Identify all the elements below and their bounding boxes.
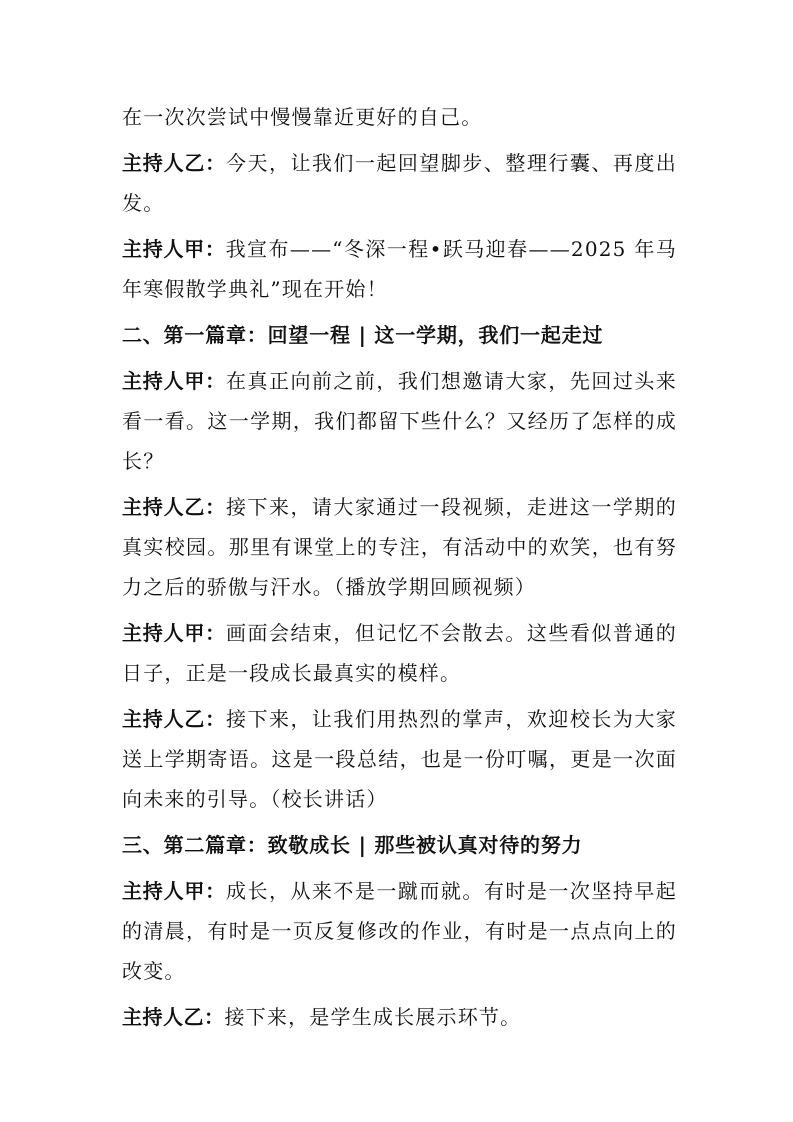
speaker-label: 主持人乙： [122, 707, 226, 731]
paragraph-text: 成长，从来不是一蹴而就。有时是一次坚持早起的清晨，有时是一页反复修改的作业，有时是一点点向上的改变。 [122, 879, 678, 983]
speaker-label: 主持人乙： [122, 495, 226, 519]
paragraph-text: 接下来，请大家通过一段视频，走进这一学期的真实校园。那里有课堂上的专注，有活动中的欢笑，也有努力之后的骄傲与汗水。（播放学期回顾视频） [122, 495, 678, 599]
paragraph-host-a-dialogue [122, 361, 677, 481]
paragraph-host-b-dialogue [122, 699, 677, 819]
speaker-label: 主持人甲： [122, 879, 226, 903]
speaker-label: 主持人甲： [122, 621, 226, 645]
speaker-label: 主持人甲： [122, 237, 226, 261]
document-body [122, 97, 677, 1043]
section-heading: 二、第一篇章：回望一程 | 这一学期，我们一起走过 [122, 323, 604, 347]
paragraph-host-a-dialogue [122, 613, 677, 693]
paragraph-host-b-dialogue [122, 487, 677, 607]
paragraph-text: 我宣布——“冬深一程•跃马迎春——2025 年马年寒假散学典礼”现在开始！ [122, 237, 678, 301]
speaker-label: 主持人乙： [122, 1005, 225, 1029]
paragraph-text: 今天，让我们一起回望脚步、整理行囊、再度出发。 [122, 151, 678, 215]
speaker-label: 主持人甲： [122, 369, 226, 393]
paragraph-text: 在一次次尝试中慢慢靠近更好的自己。 [122, 105, 483, 129]
paragraph-host-a-dialogue [122, 229, 677, 309]
paragraph-text: 接下来，是学生成长展示环节。 [224, 1005, 522, 1029]
paragraph-host-a-dialogue [122, 871, 677, 991]
speaker-label: 主持人乙： [122, 151, 226, 175]
paragraph-host-b-dialogue [122, 143, 677, 223]
paragraph-intro-continuation [122, 97, 677, 137]
paragraph-host-b-dialogue [122, 997, 677, 1037]
paragraph-text: 在真正向前之前，我们想邀请大家，先回过头来看一看。这一学期，我们都留下些什么？又经历了怎样的成长？ [122, 369, 678, 473]
paragraph-text: 接下来，让我们用热烈的掌声，欢迎校长为大家送上学期寄语。这是一段总结，也是一份叮嘱，更是一次面向未来的引导。（校长讲话） [122, 707, 678, 811]
section-heading: 三、第二篇章：致敬成长 | 那些被认真对待的努力 [122, 833, 583, 857]
paragraph-text: 画面会结束，但记忆不会散去。这些看似普通的日子，正是一段成长最真实的模样。 [122, 621, 678, 685]
